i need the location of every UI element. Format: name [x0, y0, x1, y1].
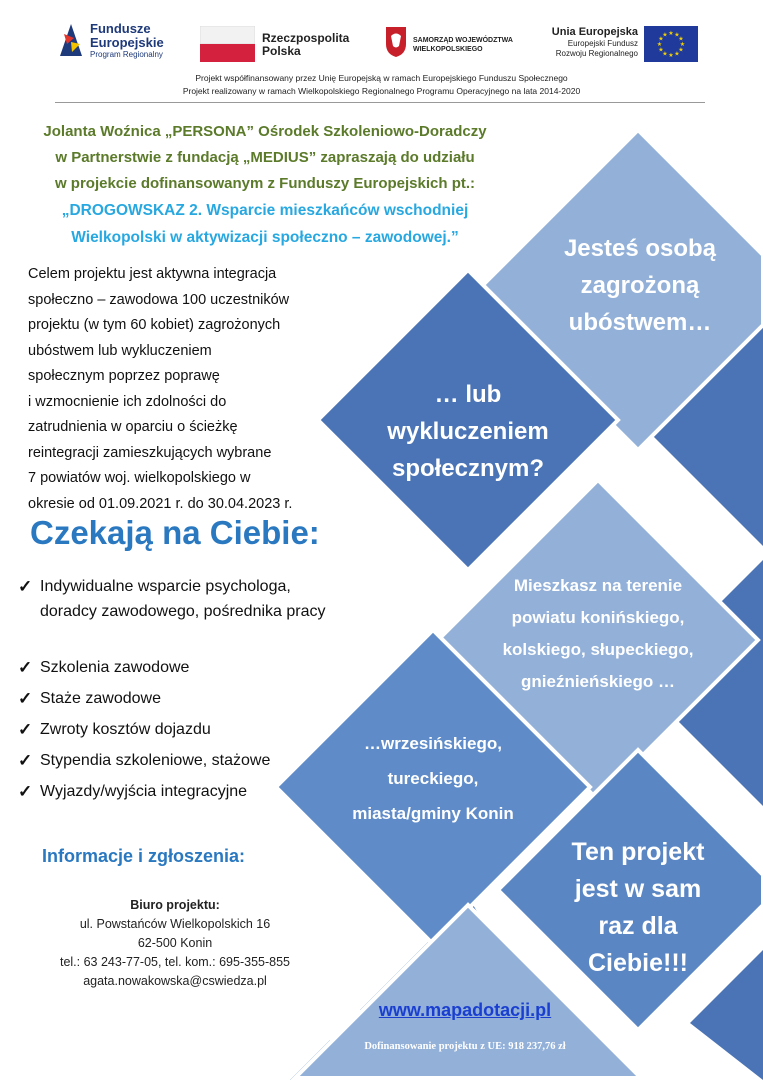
- benefit-text: Wyjazdy/wyjścia integracyjne: [40, 783, 248, 800]
- ue-line2: Europejski Fundusz: [567, 39, 638, 48]
- office-title: Biuro projektu:: [130, 898, 220, 912]
- diamond-line: miasta/gminy Konin: [352, 804, 514, 823]
- benefit-text: Stypendia szkoleniowe, stażowe: [40, 752, 271, 769]
- logo-unia-europejska: [538, 24, 703, 68]
- benefit-text: Szkolenia zawodowe: [40, 659, 190, 676]
- benefit-text: Zwroty kosztów dojazdu: [40, 721, 211, 738]
- svg-text:★: ★: [678, 46, 684, 54]
- website-link[interactable]: www.mapadotacji.pl: [378, 1000, 552, 1020]
- diamond-line: zagrożoną: [580, 272, 700, 299]
- diamond-line: powiatu konińskiego,: [511, 608, 685, 627]
- svg-text:★: ★: [656, 41, 663, 48]
- svg-text:★: ★: [674, 31, 680, 39]
- diamond-line: jest w sam: [574, 875, 702, 903]
- check-icon: ✓: [18, 751, 33, 770]
- project-title-2: Wielkopolski w aktywizacji społeczno – zawodowej.”: [71, 229, 459, 246]
- info-heading: Informacje i zgłoszenia:: [42, 846, 246, 866]
- project-line-2: Projekt realizowany w ramach Wielkopolskiego Regionalnego Programu Operacyjnego na lata 2014-2020: [182, 86, 581, 96]
- goal-line: Celem projektu jest aktywna integracja: [28, 266, 277, 282]
- fe-line1: Fundusze: [90, 21, 151, 36]
- diamond-2-text: [358, 376, 578, 487]
- rp-line1: Rzeczpospolita: [262, 31, 350, 45]
- goal-line: społecznym poprzez poprawę: [28, 368, 220, 384]
- check-icon: ✓: [18, 577, 33, 596]
- eagle-shield-icon: [385, 26, 407, 58]
- svg-text:★: ★: [668, 30, 674, 37]
- benefit-item: [18, 748, 328, 773]
- logo-samorzad: [385, 26, 525, 66]
- project-line-1: Projekt współfinansowany przez Unię Europejską w ramach Europejskiego Funduszu Społecznego: [195, 73, 568, 83]
- logo-fundusze-europejskie: [58, 20, 198, 66]
- fe-line2: Europejskie: [90, 35, 164, 50]
- diamond-line: Ciebie!!!: [588, 949, 688, 977]
- diamond-line: raz dla: [598, 912, 678, 940]
- intro-line-3: w projekcie dofinansowanym z Funduszy Europejskich pt.:: [54, 175, 476, 192]
- benefits-heading: Czekają na Ciebie:: [30, 514, 320, 551]
- benefit-item: [18, 574, 328, 624]
- sw-line1: SAMORZĄD WOJEWÓDZTWA: [413, 37, 513, 44]
- diamond-line: społecznym?: [391, 455, 545, 482]
- benefit-text: Staże zawodowe: [40, 690, 161, 707]
- svg-text:★: ★: [679, 41, 686, 48]
- goal-line: zatrudnienia w oparciu o ścieżkę: [28, 419, 238, 435]
- project-title-1: „DROGOWSKAZ 2. Wsparcie mieszkańców wschodniej: [61, 202, 469, 219]
- diamond-line: tureckiego,: [387, 769, 479, 788]
- diamond-line: Mieszkasz na terenie: [513, 576, 683, 595]
- office-city: 62-500 Konin: [137, 936, 213, 950]
- check-icon: ✓: [18, 782, 33, 801]
- diamond-line: …wrzesińskiego,: [364, 734, 502, 753]
- benefit-item: [18, 686, 328, 711]
- diamond-1-text: [530, 230, 750, 341]
- svg-text:★: ★: [678, 35, 684, 43]
- check-icon: ✓: [18, 720, 33, 739]
- svg-text:★: ★: [662, 31, 668, 39]
- benefit-item: [18, 655, 328, 680]
- goal-line: 7 powiatów woj. wielkopolskiego w: [28, 470, 251, 486]
- header-divider: [55, 102, 705, 103]
- check-icon: ✓: [18, 658, 33, 677]
- benefit-item: [18, 779, 328, 804]
- intro-line-1: Jolanta Woźnica „PERSONA” Ośrodek Szkoleniowo-Doradczy: [43, 123, 487, 140]
- logo-rzeczpospolita: [200, 26, 360, 66]
- diamond-line: Jesteś osobą: [563, 235, 717, 262]
- diamond-line: ubóstwem…: [568, 309, 712, 336]
- sw-line2: WIELKOPOLSKIEGO: [413, 46, 483, 53]
- funding-amount: Dofinansowanie projektu z UE: 918 237,76 zł: [364, 1041, 566, 1052]
- benefit-text: Indywidualne wsparcie psychologa, doradcy zawodowego, pośrednika pracy: [40, 578, 326, 620]
- poland-flag-icon: [200, 26, 255, 62]
- svg-text:★: ★: [658, 35, 664, 43]
- benefit-item: [18, 717, 328, 742]
- diamond-line: gnieźnieńskiego …: [521, 672, 675, 691]
- eu-flag-icon: [644, 26, 698, 62]
- rp-line2: Polska: [262, 44, 301, 58]
- svg-text:★: ★: [662, 50, 668, 58]
- goal-line: społeczno – zawodowa 100 uczestników: [28, 291, 290, 308]
- diamond-line: wykluczeniem: [387, 418, 549, 445]
- diamond-4-text: [323, 726, 543, 831]
- check-icon: ✓: [18, 689, 33, 708]
- ue-line1: Unia Europejska: [551, 26, 638, 38]
- goal-line: projektu (w tym 60 kobiet) zagrożonych: [28, 317, 281, 333]
- office-email[interactable]: agata.nowakowska@cswiedza.pl: [83, 974, 267, 988]
- fe-line3: Program Regionalny: [90, 50, 163, 59]
- ue-line3: Rozwoju Regionalnego: [555, 49, 638, 58]
- office-phones: tel.: 63 243-77-05, tel. kom.: 695-355-855: [59, 955, 290, 969]
- office-address: ul. Powstańców Wielkopolskich 16: [79, 917, 271, 931]
- goal-line: i wzmocnienie ich zdolności do: [28, 393, 227, 410]
- diamond-5-text: [528, 834, 748, 982]
- diamond-line: kolskiego, słupeckiego,: [502, 640, 694, 659]
- goal-line: okresie od 01.09.2021 r. do 30.04.2023 r.: [28, 495, 293, 512]
- diamond-3-text: [478, 570, 718, 698]
- svg-text:★: ★: [658, 46, 664, 54]
- diamond-line: … lub: [434, 381, 502, 408]
- svg-text:★: ★: [674, 50, 680, 58]
- intro-line-2: w Partnerstwie z fundacją „MEDIUS” zapraszają do udziału: [55, 149, 475, 166]
- svg-text:★: ★: [668, 52, 674, 59]
- fe-star-icon: [58, 22, 84, 58]
- goal-line: ubóstwem lub wykluczeniem: [28, 342, 212, 359]
- goal-line: reintegracji zamieszkujących wybrane: [28, 444, 272, 461]
- project-goal: [28, 262, 358, 517]
- diamond-line: Ten projekt: [571, 838, 705, 866]
